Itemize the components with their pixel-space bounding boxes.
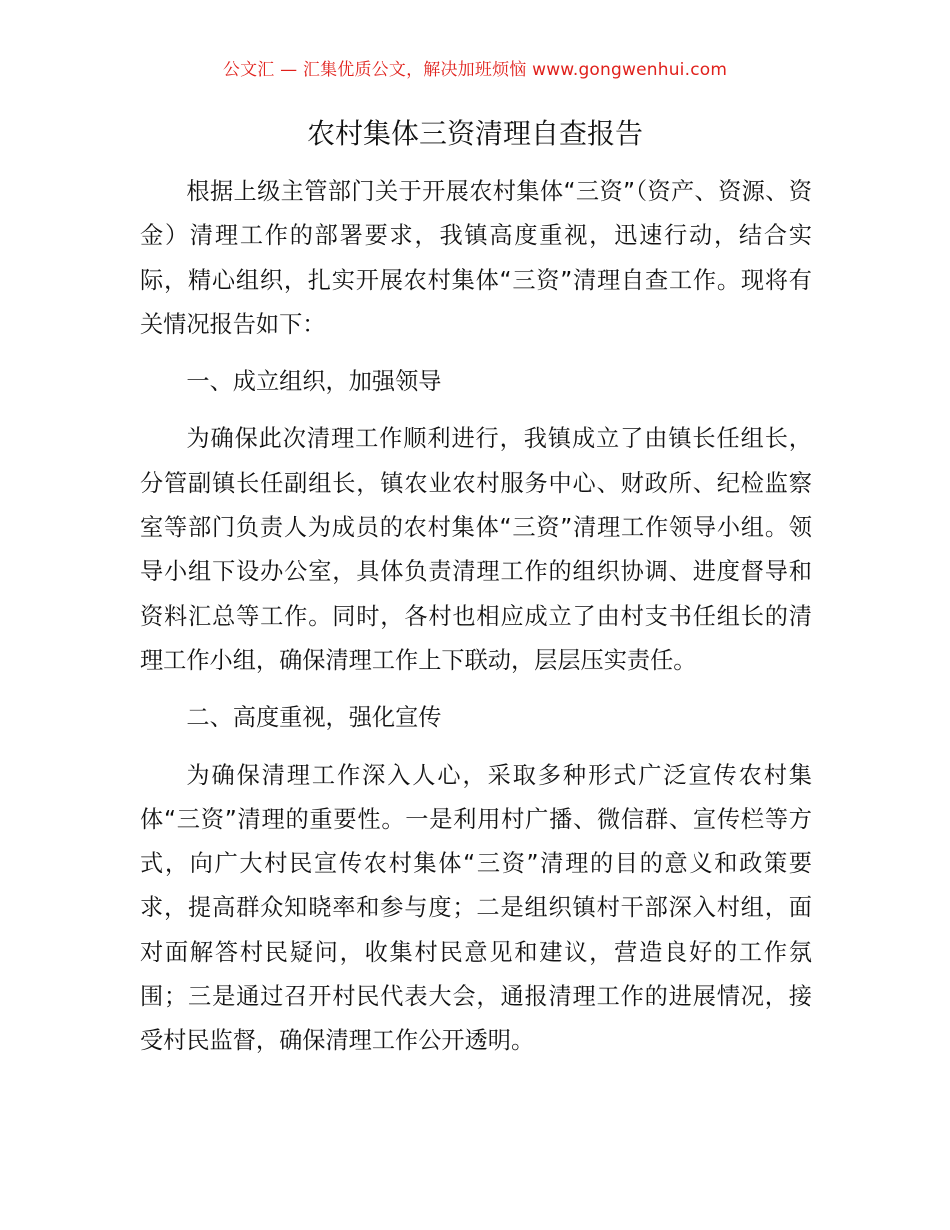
- section-1-paragraph: 为确保此次清理工作顺利进行，我镇成立了由镇长任组长，分管副镇长任副组长，镇农业农村服务中心、财政所、纪检监察室等部门负责人为成员的农村集体“三资”清理工作领导小组。领导小组下设办公室，具体负责清理工作的组织协调、进度督导和资料汇总等工作。同时，各村也相应成立了由村支书任组长的清理工作小组，确保清理工作上下联动，层层压实责任。: [140, 425, 812, 674]
- section-2-paragraph: 为确保清理工作深入人心，采取多种形式广泛宣传农村集体“三资”清理的重要性。一是利用村广播、微信群、宣传栏等方式，向广大村民宣传农村集体“三资”清理的目的意义和政策要求，提高群众知晓率和参与度；二是组织镇村干部深入村组，面对面解答村民疑问，收集村民意见和建议，营造良好的工作氛围；三是通过召开村民代表大会，通报清理工作的进展情况，接受村民监督，确保清理工作公开透明。: [140, 761, 812, 1055]
- section-2-heading: 二、高度重视，强化宣传: [186, 704, 442, 732]
- document-title: 农村集体三资清理自查报告: [306, 117, 643, 150]
- section-1-heading: 一、成立组织，加强领导: [186, 368, 442, 396]
- document-body: [140, 170, 812, 1064]
- intro-paragraph: 根据上级主管部门关于开展农村集体“三资”（资产、资源、资金）清理工作的部署要求，我镇高度重视，迅速行动，结合实际，精心组织，扎实开展农村集体“三资”清理自查工作。现将有关情况报告如下：: [140, 178, 812, 338]
- site-watermark-header: 公文汇 — 汇集优质公文，解决加班烦恼 www.gongwenhui.com: [222, 60, 728, 80]
